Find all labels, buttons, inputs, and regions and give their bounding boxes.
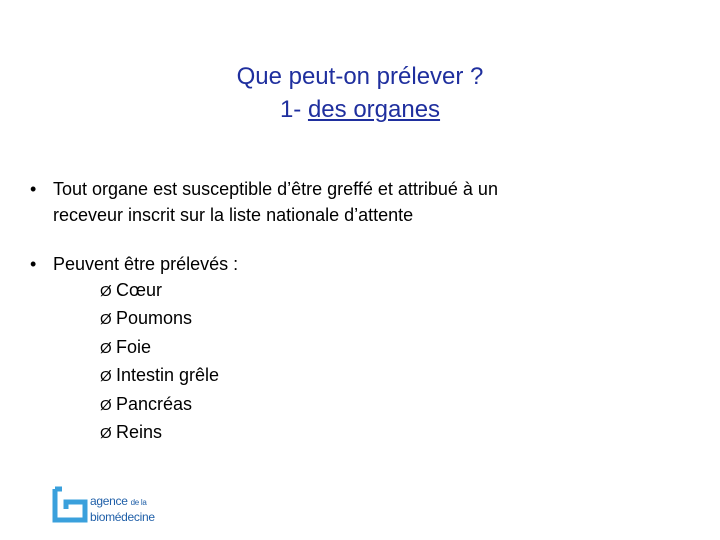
arrow-bullet-icon: Ø	[100, 311, 112, 329]
organ-label: Cœur	[116, 280, 162, 300]
logo-word-de-la: de la	[130, 498, 147, 507]
organ-label: Pancréas	[116, 393, 193, 414]
logo-line-1	[90, 494, 155, 510]
logo-word-agence: agence	[90, 494, 128, 508]
organ-label: Intestin grêle	[116, 365, 220, 386]
bullet-text-line: Peuvent être prélevés :	[53, 254, 239, 274]
arrow-bullet-icon: Ø	[100, 425, 112, 443]
title-underlined-text: des organes	[307, 96, 441, 123]
organ-label: Poumons	[116, 308, 193, 329]
arrow-bullet-icon: Ø	[100, 283, 112, 300]
organ-label: Reins	[116, 422, 163, 443]
title-prefix: 1-	[279, 96, 308, 123]
slide-title	[120, 60, 600, 126]
organ-list	[100, 277, 219, 447]
arrow-bullet-icon: Ø	[100, 339, 112, 357]
bullet-text	[53, 251, 238, 277]
organ-label: Foie	[116, 336, 152, 357]
bullet-text-line: Tout organe est susceptible d’être greffé et attribué à un	[53, 179, 498, 199]
organ-item	[100, 334, 219, 362]
organ-item	[100, 419, 219, 447]
organ-item	[100, 305, 219, 333]
agence-biomedecine-logo	[52, 486, 182, 526]
organ-item	[100, 362, 219, 390]
bullet-marker: •	[30, 254, 37, 274]
bullet-text-line: receveur inscrit sur la liste nationale d’attente	[53, 205, 414, 225]
title-line-1: Que peut-on prélever ?	[236, 63, 484, 90]
bullet-marker: •	[30, 179, 37, 199]
logo-wordmark	[90, 494, 155, 524]
arrow-bullet-icon: Ø	[100, 396, 112, 414]
agence-biomedecine-mark-icon	[52, 486, 88, 524]
organ-item	[100, 277, 219, 305]
arrow-bullet-icon: Ø	[100, 368, 112, 386]
bullet-text	[53, 176, 498, 228]
logo-word-biomedecine: biomédecine	[90, 510, 155, 524]
organ-item	[100, 391, 219, 419]
title-line-2	[120, 93, 600, 126]
